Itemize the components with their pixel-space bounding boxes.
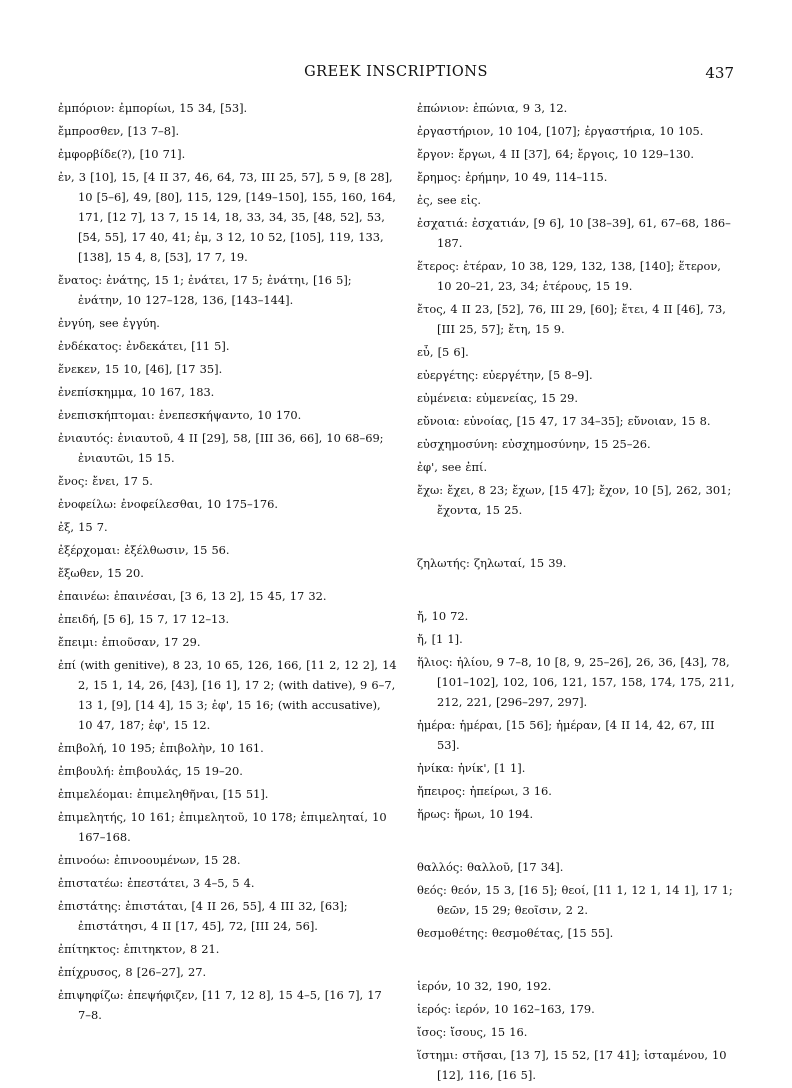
index-entry: ἐνδέκατος: ἐνδεκάτει, [11 5]. — [58, 339, 230, 353]
index-entry: ἔπειμι: ἐπιοῦσαν, 17 29. — [58, 635, 201, 649]
index-entry: εὐεργέτης: εὐεργέτην, [5 8–9]. — [417, 368, 593, 382]
index-entry: ἤ, [1 1]. — [417, 632, 463, 646]
left-column — [58, 98, 398, 1028]
page-number: 437 — [705, 64, 734, 82]
index-entry: ἔμπροσθεν, [13 7–8]. — [58, 124, 180, 138]
index-entry: ζηλωτής: ζηλωταί, 15 39. — [417, 556, 567, 570]
index-entry: ἵστημι: στῆσαι, [13 7], 15 52, [17 41]; ἱσταμένου, 10 [12], 116, [16 5]. — [417, 1048, 727, 1082]
index-entry: θεσμοθέτης: θεσμοθέτας, [15 55]. — [417, 926, 614, 940]
index-entry: ἐπιψηφίζω: ἐπεψήφιζεν, [11 7, 12 8], 15 4–5, [16 7], 17 7–8. — [58, 988, 382, 1022]
index-entry: εὐσχημοσύνη: εὐσχημοσύνην, 15 25–26. — [417, 437, 651, 451]
index-entry: ἡμέρα: ἡμέραι, [15 56]; ἡμέραν, [4 II 14, 42, 67, III 53]. — [417, 718, 715, 752]
index-entry: ἐνιαυτός: ἐνιαυτοῦ, 4 II [29], 58, [III 36, 66], 10 68–69; ἐνιαυτῶι, 15 15. — [58, 431, 384, 465]
index-entry: ἐφ', see ἐπί. — [417, 460, 488, 474]
index-entry: ἐξέρχομαι: ἐξέλθωσιν, 15 56. — [58, 543, 230, 557]
index-entry: ἐπίτηκτος: ἐπιτηκτον, 8 21. — [58, 942, 220, 956]
index-entry: ἐπιμελητής, 10 161; ἐπιμελητοῦ, 10 178; ἐπιμεληταί, 10 167–168. — [58, 810, 387, 844]
index-entry: ἐπιστάτης: ἐπιστάται, [4 II 26, 55], 4 III 32, [63]; ἐπιστάτησι, 4 II [17, 45], 72, [III 24, 56]. — [58, 899, 348, 933]
index-entry: ἐξ, 15 7. — [58, 520, 108, 534]
letter-section-gap — [417, 827, 735, 857]
index-entry: ἔνατος: ἐνάτης, 15 1; ἐνάτει, 17 5; ἐνάτηι, [16 5]; ἐνάτην, 10 127–128, 136, [143–144]. — [58, 273, 352, 307]
index-entry: θαλλός: θαλλοῦ, [17 34]. — [417, 860, 564, 874]
letter-section-gap — [417, 576, 735, 606]
index-entry: ἐπιμελέομαι: ἐπιμεληθῆναι, [15 51]. — [58, 787, 269, 801]
index-entry: ἐπιστατέω: ἐπεστάτει, 3 4–5, 5 4. — [58, 876, 255, 890]
index-entry: ἴσος: ἴσους, 15 16. — [417, 1025, 528, 1039]
index-entry: ἤ, 10 72. — [417, 609, 469, 623]
index-entry: ἱερόν, 10 32, 190, 192. — [417, 979, 552, 993]
running-head: GREEK INSCRIPTIONS — [304, 64, 488, 80]
index-entry: ἐπώνιον: ἐπώνια, 9 3, 12. — [417, 101, 568, 115]
index-entry: εὔνοια: εὐνοίας, [15 47, 17 34–35]; εὔνοιαν, 15 8. — [417, 414, 711, 428]
index-entry: ἤπειρος: ἠπείρωι, 3 16. — [417, 784, 552, 798]
index-entry: ἐνγύη, see ἐγγύη. — [58, 316, 160, 330]
index-entry: ἐπιβουλή: ἐπιβουλάς, 15 19–20. — [58, 764, 243, 778]
index-entry: ἐργαστήριον, 10 104, [107]; ἐργαστήρια, 10 105. — [417, 124, 704, 138]
index-entry: ἕνεκεν, 15 10, [46], [17 35]. — [58, 362, 223, 376]
index-entry: ἔξωθεν, 15 20. — [58, 566, 144, 580]
index-entry: ἐνεπισκήπτομαι: ἐνεπεσκήψαντο, 10 170. — [58, 408, 302, 422]
index-entry: ἐσχατιά: ἐσχατιάν, [9 6], 10 [38–39], 61, 67–68, 186–187. — [417, 216, 731, 250]
index-entry: ἐπαινέω: ἐπαινέσαι, [3 6, 13 2], 15 45, 17 32. — [58, 589, 327, 603]
index-entry: ἔτος, 4 II 23, [52], 76, III 29, [60]; ἔτει, 4 II [46], 73, [III 25, 57]; ἔτη, 15 9. — [417, 302, 726, 336]
index-entry: ἔργον: ἔργωι, 4 II [37], 64; ἔργοις, 10 129–130. — [417, 147, 695, 161]
index-entry: ἐμφορβίδε(?), [10 71]. — [58, 147, 186, 161]
index-entry: ἥλιος: ἡλίου, 9 7–8, 10 [8, 9, 25–26], 26, 36, [43], 78, [101–102], 102, 106, 121, 157, 158, 174, 175, 211, 212, 221, [296–297, 297]. — [417, 655, 735, 709]
index-entry: εὐμένεια: εὐμενείας, 15 29. — [417, 391, 579, 405]
index-entry: ἔρημος: ἐρήμην, 10 49, 114–115. — [417, 170, 608, 184]
letter-section-gap — [417, 946, 735, 976]
right-column — [417, 98, 735, 1088]
index-entry: ἥρως: ἥρωι, 10 194. — [417, 807, 534, 821]
letter-section-gap — [417, 523, 735, 553]
index-entry: ἐπίχρυσος, 8 [26–27], 27. — [58, 965, 207, 979]
index-entry: ἡνίκα: ἡνίκ', [1 1]. — [417, 761, 526, 775]
index-entry: ἐπί (with genitive), 8 23, 10 65, 126, 166, [11 2, 12 2], 14 2, 15 1, 14, 26, [43], [16 1], 17 2; (with dative), 9 6–7, 13 1, [9], [14 4], 15 3; ἐφ', 15 16; (with accusative), 10 47, 187; ἐφ', 15 12. — [58, 658, 397, 732]
index-entry: ἔχω: ἔχει, 8 23; ἔχων, [15 47]; ἔχον, 10 [5], 262, 301; ἔχοντα, 15 25. — [417, 483, 732, 517]
page-header — [58, 64, 734, 86]
index-entry: ἱερός: ἱερόν, 10 162–163, 179. — [417, 1002, 595, 1016]
index-entry: ἐν, 3 [10], 15, [4 II 37, 46, 64, 73, III 25, 57], 5 9, [8 28], 10 [5–6], 49, [80], 115, 129, [149–150], 155, 160, 164, 171, [12 7], 13 7, 15 14, 18, 33, 34, 35, [48, 52], 53, [54, 55], 17 40, 41; ἐμ, 3 12, 10 52, [105], 119, 133, [138], 15 4, 8, [53], 17 7, 19. — [58, 170, 396, 264]
index-entry: ἐπειδή, [5 6], 15 7, 17 12–13. — [58, 612, 230, 626]
index-entry: ἕτερος: ἑτέραν, 10 38, 129, 132, 138, [140]; ἕτερον, 10 20–21, 23, 34; ἑτέρους, 15 19. — [417, 259, 721, 293]
index-entry: ἐνεπίσκημμα, 10 167, 183. — [58, 385, 215, 399]
index-entry: ἐς, see εἰς. — [417, 193, 482, 207]
index-entry: ἐπινοόω: ἐπινοουμένων, 15 28. — [58, 853, 241, 867]
index-entry: ἔνος: ἔνει, 17 5. — [58, 474, 153, 488]
index-entry: θεός: θεόν, 15 3, [16 5]; θεοί, [11 1, 12 1, 14 1], 17 1; θεῶν, 15 29; θεοῖσιν, 2 2. — [417, 883, 733, 917]
index-entry: ἐπιβολή, 10 195; ἐπιβολὴν, 10 161. — [58, 741, 264, 755]
index-entry: ἐμπόριον: ἐμπορίωι, 15 34, [53]. — [58, 101, 248, 115]
index-entry: ἐνοφείλω: ἐνοφείλεσθαι, 10 175–176. — [58, 497, 279, 511]
index-entry: εὖ, [5 6]. — [417, 345, 469, 359]
